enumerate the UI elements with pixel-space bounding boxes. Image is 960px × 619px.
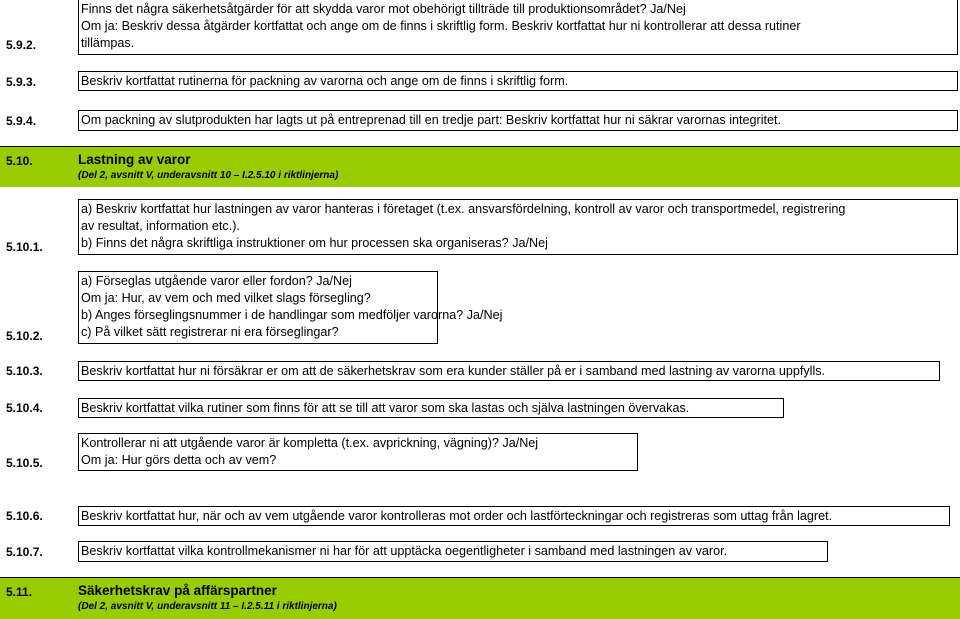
question-line: a) Förseglas utgående varor eller fordon? Ja/Nej [81,274,352,288]
question-line: Beskriv kortfattat hur, när och av vem utgående varor kontrolleras mot order och lastförteckningar och registreras som uttag från lagret. [81,509,833,523]
question-line: Om ja: Beskriv dessa åtgärder kortfattat och ange om de finns i skriftlig form. Beskriv kortfattat hur ni kontrollerar att dessa rutiner [81,19,801,33]
question-line: Beskriv kortfattat vilka kontrollmekanismer ni har för att upptäcka oegentligheter i samband med lastningen av varor. [81,544,728,558]
question-line: Om ja: Hur, av vem och med vilket slags försegling? [81,291,371,305]
question-line: Kontrollerar ni att utgående varor är kompletta (t.ex. avprickning, vägning)? Ja/Nej [81,436,539,450]
question-text-box[interactable] [78,506,950,526]
question-number: 5.10.7. [6,545,43,559]
question-line: Beskriv kortfattat rutinerna för packning av varorna och ange om de finns i skriftlig form. [81,74,569,88]
question-text-box[interactable] [78,271,503,344]
question-text-box[interactable] [78,541,828,562]
question-line: b) Anges förseglingsnummer i de handlingar som medföljer varorna? Ja/Nej [81,308,503,322]
question-text-box[interactable] [78,433,638,471]
question-number: 5.10.5. [6,456,43,470]
question-number: 5.10.2. [6,329,43,343]
question-number: 5.9.3. [6,75,37,89]
question-line: a) Beskriv kortfattat hur lastningen av varor hanteras i företaget (t.ex. ansvarsfördelning, kontroll av varor och transportmedel, registrering [81,202,846,216]
question-number: 5.9.4. [6,114,37,128]
question-text-box[interactable] [78,361,940,381]
question-number: 5.10.1. [6,240,43,254]
question-line: c) På vilket sätt registrerar ni era förseglingar? [81,325,339,339]
question-number: 5.10.3. [6,364,43,378]
section-subtitle: (Del 2, avsnitt V, underavsnitt 10 – I.2.5.10 i riktlinjerna) [78,170,339,181]
section-number: 5.10. [6,154,33,168]
question-line: av resultat, information etc.). [81,219,240,233]
question-text-box[interactable] [78,0,958,55]
question-number: 5.10.6. [6,509,43,523]
question-line: Om packning av slutprodukten har lagts ut på entreprenad till en tredje part: Beskriv kortfattat hur ni säkrar varornas integritet. [81,113,782,127]
question-number: 5.10.4. [6,401,43,415]
section-title: Säkerhetskrav på affärspartner [78,583,277,598]
question-line: Finns det några säkerhetsåtgärder för att skydda varor mot obehörigt tillträde till produktionsområdet? Ja/Nej [81,2,686,16]
section-title: Lastning av varor [78,152,191,167]
question-text-box[interactable] [78,71,958,91]
question-text-box[interactable] [78,199,958,255]
section-subtitle: (Del 2, avsnitt V, underavsnitt 11 – I.2.5.11 i riktlinjerna) [78,601,337,612]
question-line: Beskriv kortfattat hur ni försäkrar er om att de säkerhetskrav som era kunder ställer på er i samband med lastning av varorna uppfylls. [81,364,826,378]
question-number: 5.9.2. [6,38,37,52]
question-text-box[interactable] [78,398,784,418]
question-line: Om ja: Hur görs detta och av vem? [81,453,277,467]
question-line: tillämpas. [81,36,135,50]
section-heading-5-11 [0,577,960,619]
question-text-box[interactable] [78,110,958,131]
section-number: 5.11. [6,585,33,599]
question-line: Beskriv kortfattat vilka rutiner som finns för att se till att varor som ska lastas och själva lastningen övervakas. [81,401,690,415]
question-line: b) Finns det några skriftliga instruktioner om hur processen ska organiseras? Ja/Nej [81,236,548,250]
section-heading-5-10 [0,146,960,187]
